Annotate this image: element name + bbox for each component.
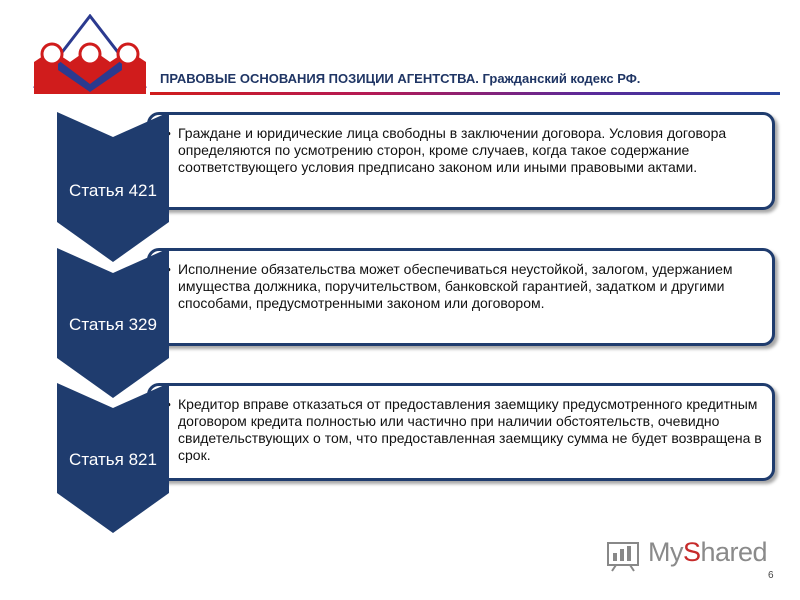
article-card xyxy=(147,383,775,481)
article-card xyxy=(147,248,775,346)
watermark-highlight: S xyxy=(683,537,701,567)
article-text: • Кредитор вправе отказаться от предоставления заемщику предусмотренного кредитным договором кредита полностью или частично при наличии обстоятельств, очевидно свидетельствующих о том, что предоставленная заемщику сумма не будет возвращена в срок. xyxy=(178,396,764,464)
article-card xyxy=(147,112,775,210)
article-label: Статья 421 xyxy=(69,181,157,200)
logo-center-circle xyxy=(80,44,100,64)
title-underline xyxy=(150,92,780,95)
article-label: Статья 821 xyxy=(69,450,157,469)
agency-logo xyxy=(30,14,150,98)
myshared-watermark xyxy=(648,537,767,568)
logo-right-circle xyxy=(118,44,138,64)
page-number: 6 xyxy=(768,570,774,581)
logo-left-circle xyxy=(42,44,62,64)
watermark-prefix: My xyxy=(648,537,683,567)
watermark-suffix: hared xyxy=(700,537,768,567)
article-label: Статья 329 xyxy=(69,315,157,334)
page-title: ПРАВОВЫЕ ОСНОВАНИЯ ПОЗИЦИИ АГЕНТСТВА. Гражданский кодекс РФ. xyxy=(160,71,641,86)
article-text: • Исполнение обязательства может обеспечиваться неустойкой, залогом, удержанием имущества должника, поручительством, банковской гарантией, задатком и другими способами, предусмотренными законом или договором. xyxy=(178,261,764,312)
article-text: • Граждане и юридические лица свободны в заключении договора. Условия договора определяются по усмотрению сторон, кроме случаев, когда такое содержание соответствующего условия предписано законом или иными правовыми актами. xyxy=(178,125,764,176)
